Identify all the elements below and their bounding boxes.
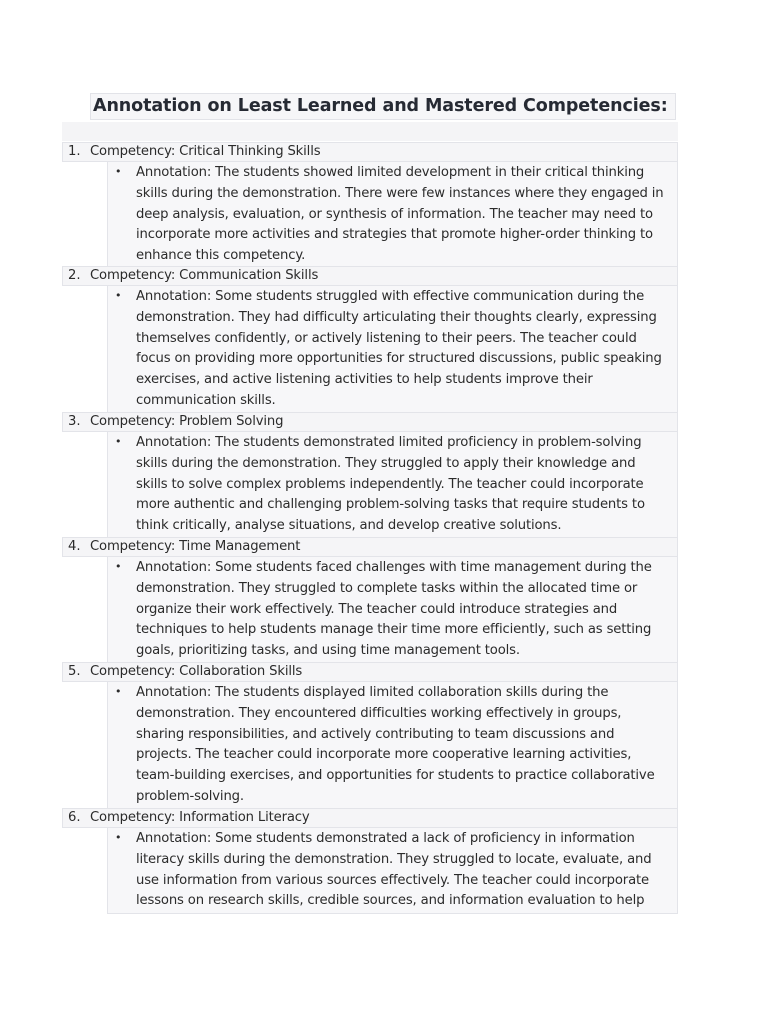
annotation-line: Annotation: Some students struggled with effective communication during the <box>136 289 645 304</box>
document-title: Annotation on Least Learned and Mastered Competencies: <box>93 96 668 116</box>
competency-header <box>62 537 678 557</box>
annotation-line: sharing responsibilities, and actively contributing to team discussions and <box>136 726 615 742</box>
annotation-line: incorporate more activities and strategies that promote higher-order thinking to <box>136 227 653 243</box>
annotation-line: lessons on research skills, credible sources, and information evaluation to help <box>136 893 645 909</box>
bullet-icon: • <box>115 289 122 302</box>
annotation-block <box>107 286 678 414</box>
annotation-line: organize their work effectively. The teacher could introduce strategies and <box>136 601 618 617</box>
competency-label: Competency: Problem Solving <box>90 414 284 429</box>
annotation-line: problem-solving. <box>136 788 244 804</box>
bullet-icon: • <box>115 435 122 448</box>
annotation-line: projects. The teacher could incorporate more cooperative learning activities, <box>136 747 632 763</box>
annotation-line: Annotation: The students displayed limited collaboration skills during the <box>136 685 609 700</box>
annotation-block <box>107 828 678 914</box>
annotation-line: exercises, and active listening activities to help students improve their <box>136 372 593 388</box>
competency-label: Competency: Critical Thinking Skills <box>90 144 321 159</box>
annotation-line: focus on providing more opportunities for structured discussions, public speaking <box>136 351 662 367</box>
annotation-text <box>136 433 676 537</box>
bullet-icon: • <box>115 685 122 698</box>
annotation-line: enhance this competency. <box>136 248 306 264</box>
competency-number: 3. <box>68 414 81 429</box>
competency-label: Competency: Information Literacy <box>90 810 310 825</box>
competency-header <box>62 808 678 828</box>
bullet-icon: • <box>115 831 122 844</box>
annotation-line: demonstration. They had difficulty articulating their thoughts clearly, expressing <box>136 309 657 325</box>
annotation-line: skills during the demonstration. They struggled to apply their knowledge and <box>136 455 636 471</box>
annotation-line: use information from various sources effectively. The teacher could incorporate <box>136 872 649 888</box>
competency-header <box>62 142 678 162</box>
annotation-block <box>107 557 678 664</box>
annotation-line: themselves confidently, or actively listening to their peers. The teacher could <box>136 330 637 346</box>
annotation-line: Annotation: The students demonstrated limited proficiency in problem-solving <box>136 435 642 450</box>
annotation-line: demonstration. They encountered difficulties working effectively in groups, <box>136 705 622 721</box>
annotation-line: more authentic and challenging problem-solving tasks that require students to <box>136 497 645 513</box>
annotation-line: skills during the demonstration. There were few instances where they engaged in <box>136 185 664 201</box>
competency-number: 6. <box>68 810 81 825</box>
competency-header <box>62 266 678 286</box>
annotation-line: goals, prioritizing tasks, and using time management tools. <box>136 643 520 659</box>
annotation-line: Annotation: Some students demonstrated a lack of proficiency in information <box>136 831 635 846</box>
annotation-line: techniques to help students manage their time more efficiently, such as setting <box>136 622 652 638</box>
annotation-text <box>136 163 676 267</box>
annotation-line: deep analysis, evaluation, or synthesis of information. The teacher may need to <box>136 206 653 222</box>
annotation-block <box>107 432 678 539</box>
annotation-block <box>107 162 678 269</box>
annotation-line: team-building exercises, and opportunities for students to practice collaborative <box>136 768 655 784</box>
competency-header <box>62 662 678 682</box>
bullet-icon: • <box>115 165 122 178</box>
annotation-line: think critically, analyse situations, and develop creative solutions. <box>136 518 562 534</box>
bullet-icon: • <box>115 560 122 573</box>
competency-number: 2. <box>68 268 81 283</box>
competency-label: Competency: Communication Skills <box>90 268 319 283</box>
annotation-line: demonstration. They struggled to complete tasks within the allocated time or <box>136 580 638 596</box>
annotation-line: Annotation: Some students faced challenges with time management during the <box>136 560 652 575</box>
annotation-line: Annotation: The students showed limited development in their critical thinking <box>136 165 645 180</box>
annotation-text <box>136 558 676 662</box>
competency-label: Competency: Time Management <box>90 539 301 554</box>
annotation-line: communication skills. <box>136 392 276 408</box>
competency-label: Competency: Collaboration Skills <box>90 664 303 679</box>
competency-number: 4. <box>68 539 81 554</box>
annotation-block <box>107 682 678 810</box>
competency-number: 5. <box>68 664 81 679</box>
competency-header <box>62 412 678 432</box>
annotation-text <box>136 829 676 912</box>
competency-number: 1. <box>68 144 81 159</box>
annotation-text <box>136 683 676 808</box>
annotation-text <box>136 287 676 412</box>
annotation-line: literacy skills during the demonstration. They struggled to locate, evaluate, and <box>136 851 652 867</box>
annotation-line: skills to solve complex problems independently. The teacher could incorporate <box>136 476 644 492</box>
